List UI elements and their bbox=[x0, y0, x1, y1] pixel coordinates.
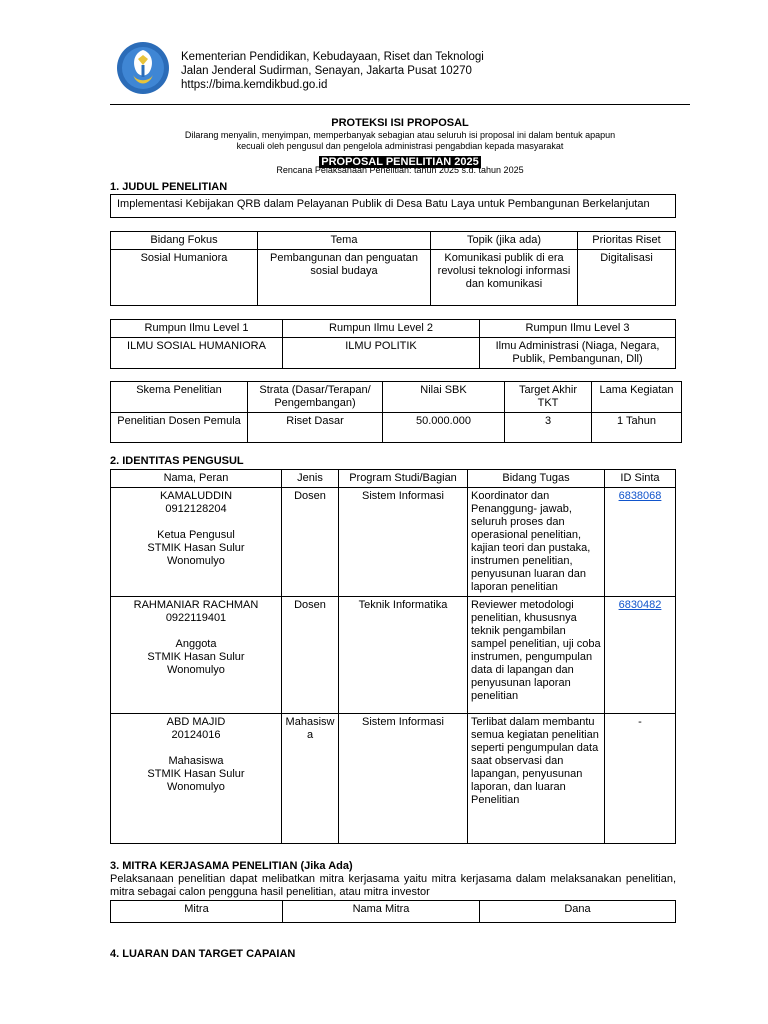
table-cell: Dosen bbox=[282, 488, 339, 597]
rumpun-table bbox=[110, 319, 676, 369]
table-header-cell: Program Studi/Bagian bbox=[339, 470, 468, 488]
proposer-name-role-cell bbox=[111, 597, 282, 714]
sinta-cell: - bbox=[605, 714, 676, 844]
plan-period: Rencana Pelaksanaan Penelitian: tahun 2025 s.d. tahun 2025 bbox=[276, 165, 524, 175]
table-row bbox=[111, 338, 676, 369]
proposer-school: STMIK Hasan Sulur bbox=[147, 768, 245, 780]
table-header-row bbox=[111, 901, 676, 923]
table-header-cell: Topik (jika ada) bbox=[431, 232, 578, 250]
table-cell: Penelitian Dosen Pemula bbox=[111, 413, 248, 443]
table-header-cell: ID Sinta bbox=[605, 470, 676, 488]
table-header-cell: Skema Penelitian bbox=[111, 382, 248, 413]
proposer-name: KAMALUDDIN bbox=[159, 490, 233, 502]
mitra-table bbox=[110, 900, 676, 923]
table-row bbox=[111, 714, 676, 844]
table-cell: 50.000.000 bbox=[383, 413, 505, 443]
table-header-row bbox=[111, 320, 676, 338]
table-cell: Sistem Informasi bbox=[339, 488, 468, 597]
table-header-cell: Rumpun Ilmu Level 2 bbox=[283, 320, 480, 338]
table-cell: Riset Dasar bbox=[248, 413, 383, 443]
sinta-link[interactable]: 6838068 bbox=[618, 490, 662, 502]
table-header-cell: Prioritas Riset bbox=[578, 232, 676, 250]
proposer-role: Ketua Pengusul bbox=[157, 529, 235, 541]
proposer-school: STMIK Hasan Sulur bbox=[147, 651, 245, 663]
proposer-city: Wonomulyo bbox=[167, 664, 225, 676]
header-divider bbox=[110, 104, 690, 105]
table-header-cell: Target Akhir TKT bbox=[505, 382, 592, 413]
table-header-cell: Tema bbox=[258, 232, 431, 250]
table-cell: ILMU SOSIAL HUMANIORA bbox=[111, 338, 283, 369]
ministry-url: https://bima.kemdikbud.go.id bbox=[181, 79, 328, 91]
table-cell: Dosen bbox=[282, 597, 339, 714]
protection-notice-line-2: kecuali oleh pengusul dan pengelola administrasi pengabdian kepada masyarakat bbox=[236, 141, 564, 151]
table-cell: Digitalisasi bbox=[578, 250, 676, 306]
proposer-name-role-cell bbox=[111, 488, 282, 597]
section-4-heading: 4. LUARAN DAN TARGET CAPAIAN bbox=[110, 948, 296, 960]
sinta-cell bbox=[605, 488, 676, 597]
proposer-id: 0922119401 bbox=[165, 612, 227, 624]
section-3-heading: 3. MITRA KERJASAMA PENELITIAN (Jika Ada) bbox=[110, 860, 353, 872]
table-header-row bbox=[111, 232, 676, 250]
table-cell: Sosial Humaniora bbox=[111, 250, 258, 306]
proposer-name: RAHMANIAR RACHMAN bbox=[133, 599, 259, 611]
proposer-id: 20124016 bbox=[171, 729, 221, 741]
ministry-name: Kementerian Pendidikan, Kebudayaan, Riset dan Teknologi bbox=[181, 51, 484, 63]
table-header-cell: Nilai SBK bbox=[383, 382, 505, 413]
skema-table bbox=[110, 381, 682, 443]
section-2-heading: 2. IDENTITAS PENGUSUL bbox=[110, 455, 244, 467]
table-row bbox=[111, 597, 676, 714]
table-header-cell: Rumpun Ilmu Level 1 bbox=[111, 320, 283, 338]
section-1-heading: 1. JUDUL PENELITIAN bbox=[110, 181, 228, 193]
table-cell: ILMU POLITIK bbox=[283, 338, 480, 369]
sinta-link[interactable]: 6830482 bbox=[618, 599, 662, 611]
table-cell: Terlibat dalam membantu semua kegiatan penelitian seperti pengumpulan data saat observasi dan lapangan, penyusunan laporan, dan luaran Penelitian bbox=[468, 714, 605, 844]
focus-table bbox=[110, 231, 676, 306]
table-header-cell: Bidang Fokus bbox=[111, 232, 258, 250]
table-header-cell: Jenis bbox=[282, 470, 339, 488]
table-cell: Sistem Informasi bbox=[339, 714, 468, 844]
table-cell: Koordinator dan Penanggung- jawab, seluruh proses dan operasional penelitian, kajian teori dan pustaka, instrumen penelitian, penyusunan luaran dan laporan penelitian bbox=[468, 488, 605, 597]
table-header-cell: Strata (Dasar/Terapan/ Pengembangan) bbox=[248, 382, 383, 413]
table-cell: 1 Tahun bbox=[592, 413, 682, 443]
sinta-cell bbox=[605, 597, 676, 714]
proposer-role: Anggota bbox=[175, 638, 217, 650]
proposer-city: Wonomulyo bbox=[167, 781, 225, 793]
table-row bbox=[111, 488, 676, 597]
table-header-cell: Lama Kegiatan bbox=[592, 382, 682, 413]
table-header-cell: Nama Mitra bbox=[283, 901, 480, 923]
table-cell: Komunikasi publik di era revolusi teknologi informasi dan komunikasi bbox=[431, 250, 578, 306]
proposer-role: Mahasiswa bbox=[168, 755, 224, 767]
proposer-name-role-cell bbox=[111, 714, 282, 844]
protection-title: PROTEKSI ISI PROPOSAL bbox=[331, 117, 469, 129]
table-cell: Mahasiswa bbox=[282, 714, 339, 844]
table-cell: 3 bbox=[505, 413, 592, 443]
proposer-id: 0912128204 bbox=[165, 503, 227, 515]
table-row bbox=[111, 250, 676, 306]
proposer-city: Wonomulyo bbox=[167, 555, 225, 567]
research-title-box: Implementasi Kebijakan QRB dalam Pelayanan Publik di Desa Batu Laya untuk Pembangunan Berkelanjutan bbox=[110, 194, 676, 218]
table-header-cell: Mitra bbox=[111, 901, 283, 923]
table-cell: Reviewer metodologi penelitian, khususnya teknik pengambilan sampel penelitian, uji coba instrumen, pengumpulan data di lapangan dan penyusunan laporan penelitian bbox=[468, 597, 605, 714]
ministry-address: Jalan Jenderal Sudirman, Senayan, Jakarta Pusat 10270 bbox=[181, 65, 472, 77]
mitra-description: Pelaksanaan penelitian dapat melibatkan mitra kerjasama yaitu mitra kerjasama dalam melaksanakan penelitian, mitra sebagai calon pengguna hasil penelitian, atau mitra investor bbox=[110, 873, 676, 898]
table-header-row bbox=[111, 382, 682, 413]
letterhead bbox=[181, 50, 484, 92]
table-header-cell: Bidang Tugas bbox=[468, 470, 605, 488]
table-row bbox=[111, 413, 682, 443]
tut-wuri-handayani-logo-icon bbox=[116, 41, 170, 95]
proposer-name: ABD MAJID bbox=[166, 716, 226, 728]
proposer-school: STMIK Hasan Sulur bbox=[147, 542, 245, 554]
table-cell: Ilmu Administrasi (Niaga, Negara, Publik, Pembangunan, Dll) bbox=[480, 338, 676, 369]
table-header-cell: Dana bbox=[480, 901, 676, 923]
table-cell: Pembangunan dan penguatan sosial budaya bbox=[258, 250, 431, 306]
table-header-cell: Rumpun Ilmu Level 3 bbox=[480, 320, 676, 338]
table-cell: Teknik Informatika bbox=[339, 597, 468, 714]
table-header-cell: Nama, Peran bbox=[111, 470, 282, 488]
protection-notice-line-1: Dilarang menyalin, menyimpan, memperbanyak sebagian atau seluruh isi proposal ini dalam bentuk apapun bbox=[184, 130, 616, 140]
table-header-row bbox=[111, 470, 676, 488]
proposer-identity-table bbox=[110, 469, 676, 844]
proposal-badge: PROPOSAL PENELITIAN 2025 bbox=[321, 156, 479, 168]
